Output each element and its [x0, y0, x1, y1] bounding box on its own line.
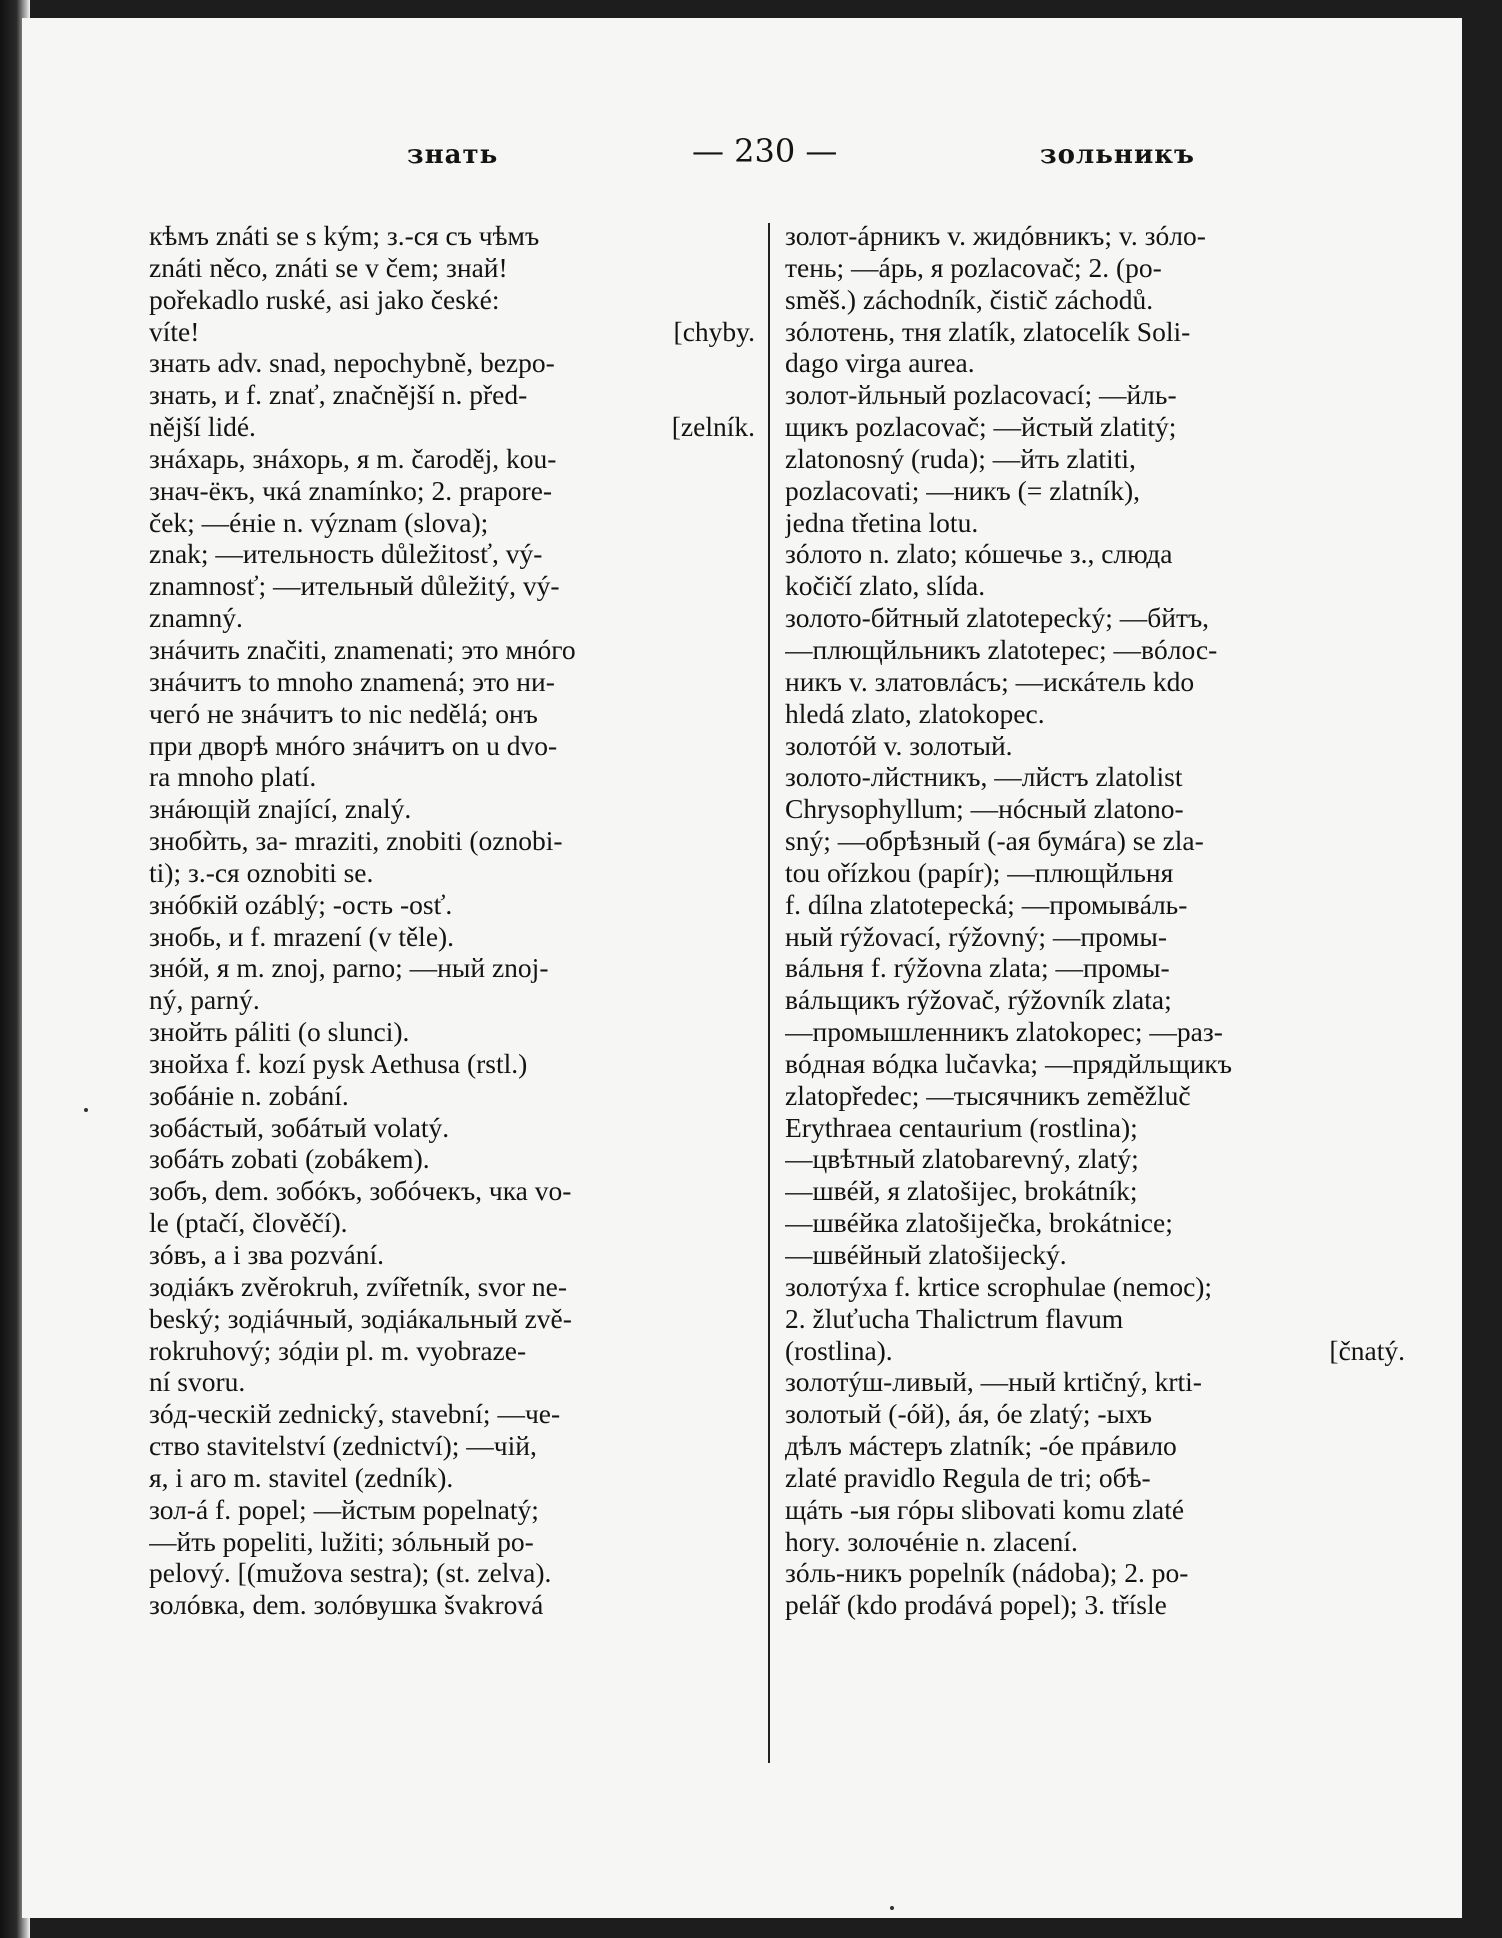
- text-line: знойть páliti (o slunci).: [149, 1016, 410, 1048]
- text-line: zlaté pravidlo Regula de tri; обѣ-: [785, 1461, 1151, 1493]
- text-line: я, і аго m. stavitel (zedník).: [149, 1461, 454, 1493]
- text-line: znamný.: [149, 602, 243, 634]
- dictionary-page: [22, 18, 1480, 1918]
- text-line: зобъ, dem. зобóкъ, зобóчекъ, чка vo-: [149, 1175, 572, 1207]
- text-line: знáхарь, знáхорь, я m. čaroděj, kou-: [149, 442, 557, 474]
- text-fragment: nější lidé.: [149, 411, 256, 443]
- text-line: золотýха f. krtice scrophulae (nemoc);: [785, 1270, 1213, 1302]
- header-first-entry: знать: [407, 140, 499, 170]
- text-line: ный rýžovací, rýžovný; —промы-: [785, 920, 1168, 952]
- text-line: зобáніе n. zobání.: [149, 1079, 349, 1111]
- text-line: зóд-ческій zednický, stavební; —че-: [149, 1398, 561, 1430]
- text-line: знáчитъ to mnoho znamená; это ни-: [149, 665, 555, 697]
- text-line: dago virga aurea.: [785, 347, 975, 379]
- text-line: зобáстый, зобáтый volatý.: [149, 1111, 450, 1143]
- text-line: jedna třetina lotu.: [785, 506, 979, 538]
- text-line: знобѝть, за- mraziti, znobiti (oznobi-: [149, 825, 563, 857]
- text-line: зол-á f. popel; —йстым popelnatý;: [149, 1493, 539, 1525]
- text-line: вáльщикъ rýžovač, rýžovník zlata;: [785, 984, 1172, 1016]
- text-line: зóлото n. zlato; кóшечье з., слюда: [785, 538, 1173, 570]
- text-line: золот-áрникъ v. жидóвникъ; v. зóло-: [785, 220, 1206, 251]
- text-line: зóвъ, а і зва pozvání.: [149, 1239, 384, 1270]
- page-number: — 230 —: [692, 132, 838, 170]
- text-line: при дворѣ мнóго знáчитъ on u dvo-: [149, 729, 558, 761]
- text-line: золотýш-ливый, —ный krtičný, krti-: [785, 1366, 1202, 1398]
- text-line: тень; —áрь, я pozlacovač; 2. (po-: [785, 251, 1162, 283]
- text-line: дѣлъ мáстеръ zlatník; -óе прáвило: [785, 1430, 1177, 1462]
- text-line: вáльня f. rýžovna zlata; —промы-: [785, 952, 1170, 984]
- text-line: hory. золочéніе n. zlacení.: [785, 1525, 1078, 1557]
- text-line: [149, 411, 755, 443]
- text-line: золотый (-óй), áя, óе zlatý; -ыхъ: [785, 1398, 1152, 1430]
- text-line: зодіáкъ zvěrokruh, zvířetník, svor ne-: [149, 1270, 568, 1302]
- text-line: знóбкій ozáblý; -ость -osť.: [149, 888, 453, 920]
- text-line: sný; —обрѣзный (-ая бумáга) se zla-: [785, 825, 1204, 857]
- text-line: золото-лйстникъ, —лйстъ zlatolist: [785, 761, 1183, 793]
- text-line: знач-ёкъ, чкá znamínko; 2. prapore-: [149, 474, 553, 506]
- text-fragment: [zelník.: [671, 411, 755, 443]
- text-line: pelový. [(mužova sestra); (st. zelva).: [149, 1557, 552, 1589]
- text-line: [149, 316, 755, 348]
- text-line: —плющйльникъ zlatotepec; —вóлос-: [785, 633, 1218, 665]
- text-fragment: [čnatý.: [1329, 1334, 1405, 1366]
- text-line: никъ v. златовлáсъ; —искáтель kdo: [785, 665, 1195, 697]
- text-line: znak; —ительность důležitosť, vý-: [149, 538, 543, 570]
- text-line: —швéйка zlatošiječka, brokátnice;: [785, 1207, 1173, 1239]
- text-line: зóль-никъ popelník (nádoba); 2. po-: [785, 1557, 1189, 1589]
- text-line: золóвка, dem. золóвушка švakrová: [149, 1589, 544, 1621]
- text-line: чегó не знáчитъ to nic nedělá; онъ: [149, 697, 538, 729]
- left-column: [149, 220, 755, 1621]
- text-line: золото-бйтный zlatotepecký; —бйтъ,: [785, 602, 1210, 634]
- text-line: f. dílna zlatotepecká; —промывáль-: [785, 888, 1188, 920]
- text-line: щикъ pozlacovač; —йстый zlatitý;: [785, 411, 1177, 443]
- text-line: směš.) záchodník, čistič záchodů.: [785, 283, 1154, 315]
- text-line: зобáть zobati (zobákem).: [149, 1143, 430, 1175]
- text-line: 2. žluťucha Thalictrum flavum: [785, 1302, 1124, 1334]
- column-divider: [768, 223, 770, 1763]
- scan-gutter: [1462, 18, 1480, 1918]
- text-line: pořekadlo ruské, asi jako české:: [149, 283, 500, 315]
- text-line: pozlacovati; —никъ (= zlatník),: [785, 474, 1141, 506]
- text-line: hledá zlato, zlatokopec.: [785, 697, 1045, 729]
- text-line: —швéй, я zlatošijec, brokátník;: [785, 1175, 1138, 1207]
- text-line: rokruhový; зóдіи pl. m. vyobraze-: [149, 1334, 527, 1366]
- text-line: tou ořízkou (papír); —плющйльня: [785, 856, 1174, 888]
- text-line: знойха f. kozí pysk Aethusa (rstl.): [149, 1047, 528, 1079]
- text-line: ra mnoho platí.: [149, 761, 317, 793]
- text-line: знóй, я m. znoj, parno; —ный znoj-: [149, 952, 549, 984]
- text-line: Erythraea centaurium (rostlina);: [785, 1111, 1138, 1143]
- text-line: ček; —éніе n. význam (slova);: [149, 506, 489, 538]
- right-column: [785, 220, 1405, 1621]
- text-line: —цвѣтный zlatobarevný, zlatý;: [785, 1143, 1139, 1175]
- text-line: знáчить značiti, znamenati; это мнóго: [149, 633, 576, 665]
- text-line: золот-йльный pozlacovací; —йль-: [785, 379, 1177, 411]
- scan-speck: [890, 1906, 894, 1910]
- text-line: знать, и f. znať, značnější n. před-: [149, 379, 528, 411]
- text-fragment: [chyby.: [673, 315, 755, 347]
- text-line: znamnosť; —ительный důležitý, vý-: [149, 570, 560, 602]
- text-line: —швéйный zlatošijecký.: [785, 1239, 1067, 1270]
- scan-speck: [84, 1108, 88, 1112]
- text-line: znáti něco, znáti se v čem; знай!: [149, 251, 508, 283]
- text-line: знать adv. snad, nepochybně, bezpo-: [149, 347, 555, 379]
- text-fragment: (rostlina).: [785, 1334, 893, 1366]
- text-line: знобь, и f. mrazení (v těle).: [149, 920, 455, 952]
- text-line: le (ptačí, člověčí).: [149, 1207, 348, 1239]
- text-line: zlatopředec; —тысячникъ zeměžluč: [785, 1079, 1191, 1111]
- text-line: щáть -ыя гóры slibovati komu zlaté: [785, 1493, 1185, 1525]
- text-line: [785, 1335, 1405, 1367]
- header-last-entry: зольникъ: [1040, 140, 1195, 170]
- text-line: зóлотень, тня zlatík, zlatocelík Soli-: [785, 315, 1191, 347]
- text-line: pelář (kdo prodává popel); 3. třísle: [785, 1589, 1167, 1621]
- text-line: знáющій znající, znalý.: [149, 793, 412, 825]
- text-line: beský; зодіáчный, зодіáкальный zvě-: [149, 1302, 572, 1334]
- text-line: zlatonosný (ruda); —йть zlatiti,: [785, 442, 1136, 474]
- text-line: kočičí zlato, slída.: [785, 570, 986, 602]
- text-line: кѣмъ znáti se s kým; з.-ся съ чѣмъ: [149, 220, 540, 251]
- text-line: ti); з.-ся oznobiti se.: [149, 856, 374, 888]
- text-line: вóдная вóдка lučavka; —прядйльщикъ: [785, 1047, 1233, 1079]
- running-head: [22, 128, 1262, 178]
- text-fragment: víte!: [149, 315, 200, 347]
- text-line: —йть popeliti, lužiti; зóльный po-: [149, 1525, 534, 1557]
- text-line: ný, parný.: [149, 984, 260, 1016]
- text-line: —промышленникъ zlatokopec; —раз-: [785, 1016, 1223, 1048]
- text-line: ство stavitelství (zednictví); —чій,: [149, 1430, 537, 1462]
- text-line: Chrysophyllum; —нóсный zlatono-: [785, 793, 1184, 825]
- text-line: золотóй v. золотый.: [785, 729, 1013, 761]
- text-line: ní svoru.: [149, 1366, 246, 1398]
